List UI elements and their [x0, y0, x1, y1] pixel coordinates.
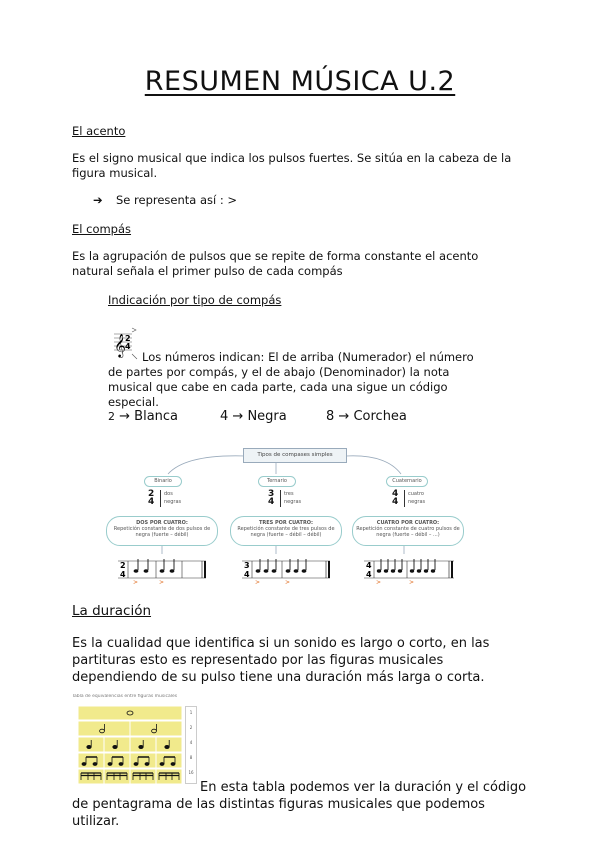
svg-text:4: 4 [125, 342, 131, 351]
section-heading-acento: El acento [72, 124, 126, 138]
ternario-signature: 3 4 [268, 489, 275, 507]
svg-text:>: > [285, 579, 291, 586]
compas-explanation: Los números indican: El de arriba (Numerador) el número de partes por compás, y el de abajo (Denominador) la nota musical que cabe en cada parte, cada una sigue un código especial. [108, 350, 474, 409]
bubble-ternario: TRES POR CUATRO: Repetición constante de tres pulsos de negra (fuerte – débil – débil) [230, 516, 342, 546]
staff-cuaternario [364, 559, 454, 586]
staff-time-bottom: 4 [366, 570, 372, 579]
staff-time-bottom: 4 [244, 570, 250, 579]
code-negra: 4 → Negra [220, 409, 287, 424]
acento-bullet: Se representa así : > [116, 193, 238, 207]
cuaternario-signature: 4 4 [392, 489, 399, 507]
svg-text:>: > [376, 579, 382, 586]
staff-time-bottom: 4 [120, 570, 126, 579]
type-label-cuaternario: Cuaternario [386, 476, 428, 487]
staff-time-top: 4 [366, 561, 372, 570]
staff-time-top: 3 [244, 561, 250, 570]
section-heading-compas: El compás [72, 222, 132, 236]
binario-signature-labels: dos negras [160, 490, 181, 507]
diagram-title: Tipos de compases simples [243, 448, 347, 463]
compas-text: Es la agrupación de pulsos que se repite de forma constante el acento natural señala el primer pulso de cada compás [72, 249, 479, 278]
type-label-ternario: Ternario [258, 476, 296, 487]
acento-text: Es el signo musical que indica los pulsos fuertes. Se sitúa en la cabeza de la figura musical. [72, 151, 512, 180]
svg-text:>: > [159, 579, 165, 586]
figures-table [78, 706, 182, 784]
rhythm-staffs [106, 556, 466, 586]
table-description: En esta tabla podemos ver la duración y el código de pentagrama de las distintas figuras musicales que podemos utilizar. [72, 780, 527, 829]
code-blanca: 2 → Blanca [108, 409, 179, 424]
subheading-indicacion: Indicación por tipo de compás [108, 293, 282, 307]
bubble-binario: DOS POR CUATRO: Repetición constante de dos pulsos de negra (fuerte – débil) [106, 516, 218, 546]
staff-time-top: 2 [120, 561, 126, 570]
svg-text:2: 2 [125, 334, 131, 343]
binario-signature: 2 4 [148, 489, 155, 507]
cuaternario-signature-labels: cuatro negras [404, 490, 425, 507]
svg-text:>: > [133, 579, 139, 586]
arrow-bullet-icon: ➔ [93, 193, 103, 207]
svg-text:𝄞: 𝄞 [114, 333, 126, 357]
table-caption: Tabla de equivalencias entre figuras musicales [72, 694, 178, 699]
staff-ternario [242, 559, 330, 586]
page-title: RESUMEN MÚSICA U.2 [144, 66, 456, 97]
ternario-signature-labels: tres negras [280, 490, 301, 507]
compases-diagram [106, 442, 466, 587]
table-side-values: 1 2 4 8 16 [185, 706, 197, 784]
bubble-cuaternario: CUATRO POR CUATRO: Repetición constante de cuatro pulsos de negra (fuerte – débil – ...) [352, 516, 464, 546]
svg-text:>: > [255, 579, 261, 586]
svg-text:>: > [409, 579, 415, 586]
type-label-binario: Binario [144, 476, 182, 487]
duracion-text: Es la cualidad que identifica si un sonido es largo o corto, en las partituras esto es representado por las figuras musicales dependiendo de su pulso tiene una duración más larga o corta. [72, 636, 490, 685]
section-heading-duracion: La duración [72, 603, 152, 619]
code-corchea: 8 → Corchea [326, 409, 407, 424]
staff-binario [118, 559, 206, 586]
